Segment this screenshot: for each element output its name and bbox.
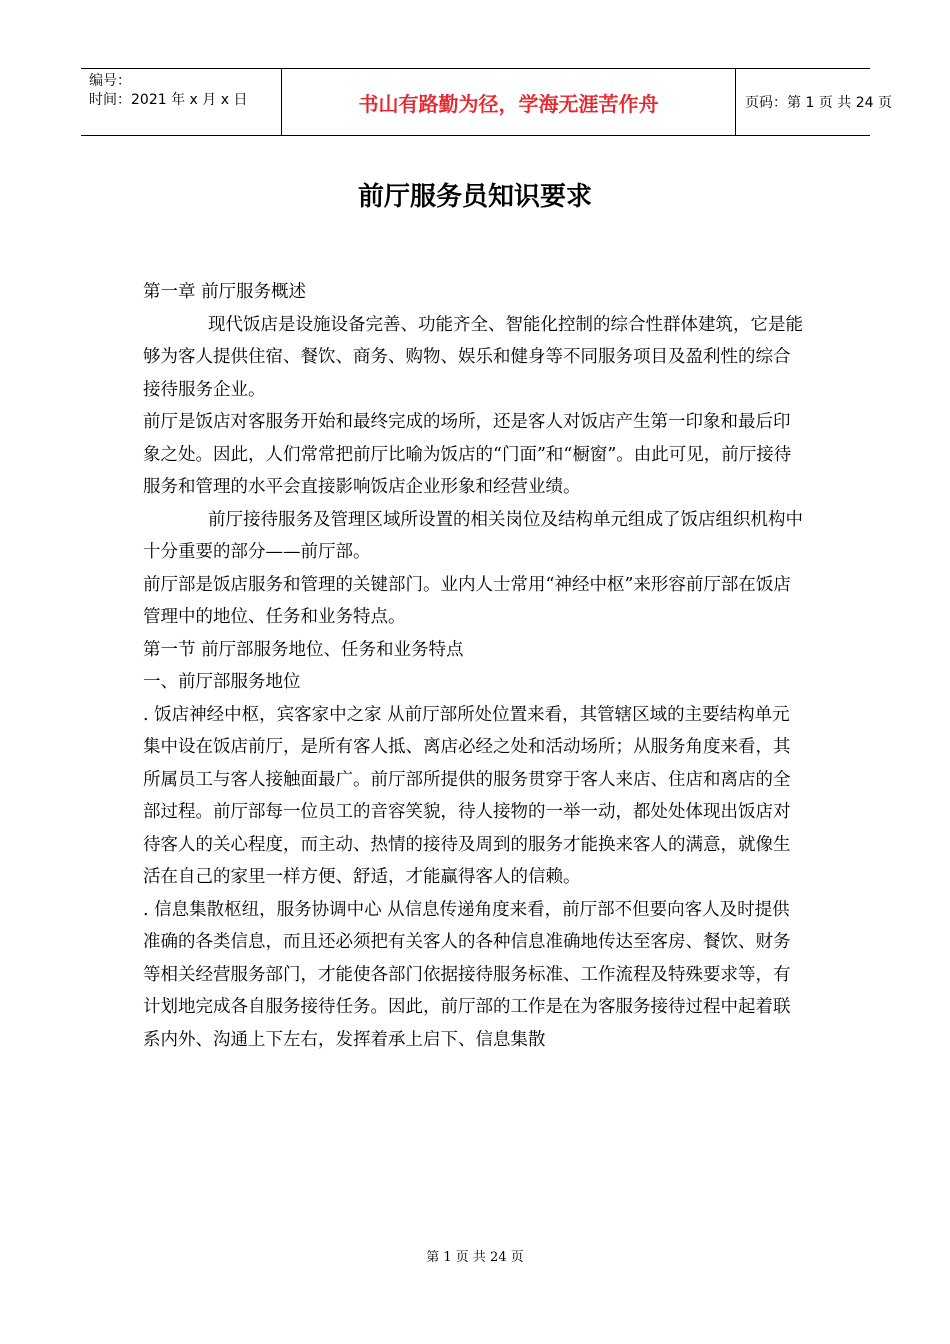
header-meta <box>81 69 281 135</box>
subsection-heading: 一、前厅部服务地位 <box>143 672 301 692</box>
page-footer: 第 1 页 共 24 页 <box>426 1250 524 1265</box>
section-heading: 第一节 前厅部服务地位、任务和业务特点 <box>143 639 464 660</box>
date-label: 时间：2021 年 x 月 x 日 <box>89 92 248 108</box>
paragraph: . 信息集散枢纽，服务协调中心 从信息传递角度来看，前厅部不但要向客人及时提供准确的各类信息，而且还必须把有关客人的各种信息准确地传达至客房、餐饮、财务等相关经营服务部门，才能使各部门依据接待服务标准、工作流程及特殊要求等，有计划地完成各自服务接待任务。因此，前厅部的工作是在为客服务接待过程中起着联系内外、沟通上下左右，发挥着承上启下、信息集散 <box>143 899 791 1050</box>
paragraph: 前厅部是饭店服务和管理的关键部门。业内人士常用“神经中枢”来形容前厅部在饭店管理中的地位、任务和业务特点。 <box>143 574 791 627</box>
header-table <box>81 68 892 136</box>
motto: 书山有路勤为径，学海无涯苦作舟 <box>281 69 736 135</box>
page-info: 页码：第 1 页 共 24 页 <box>745 95 892 111</box>
paragraph: 前厅是饭店对客服务开始和最终完成的场所，还是客人对饭店产生第一印象和最后印象之处。因此，人们常常把前厅比喻为饭店的“门面”和“橱窗”。由此可见，前厅接待服务和管理的水平会直接影响饭店企业形象和经营业绩。 <box>143 412 792 497</box>
number-label: 编号： <box>89 73 131 89</box>
paragraph: . 饭店神经中枢，宾客家中之家 从前厅部所处位置来看，其管辖区域的主要结构单元集中设在饭店前厅，是所有客人抵、离店必经之处和活动场所；从服务角度来看，其所属员工与客人接触面最广。前厅部所提供的服务贯穿于客人来店、住店和离店的全部过程。前厅部每一位员工的音容笑貌，待人接物的一举一动，都处处体现出饭店对待客人的关心程度，而主动、热情的接待及周到的服务才能换来客人的满意，就像生活在自己的家里一样方便、舒适，才能赢得客人的信赖。 <box>143 704 791 887</box>
chapter-heading: 第一章 前厅服务概述 <box>143 282 307 302</box>
document-body <box>143 276 803 1056</box>
paragraph: 现代饭店是设施设备完善、功能齐全、智能化控制的综合性群体建筑，它是能够为客人提供住宿、餐饮、商务、购物、娱乐和健身等不同服务项目及盈利性的综合接待服务企业。 <box>143 314 803 400</box>
paragraph: 前厅接待服务及管理区域所设置的相关岗位及结构单元组成了饭店组织机构中十分重要的部分——前厅部。 <box>143 509 803 562</box>
document-title: 前厅服务员知识要求 <box>357 182 592 212</box>
